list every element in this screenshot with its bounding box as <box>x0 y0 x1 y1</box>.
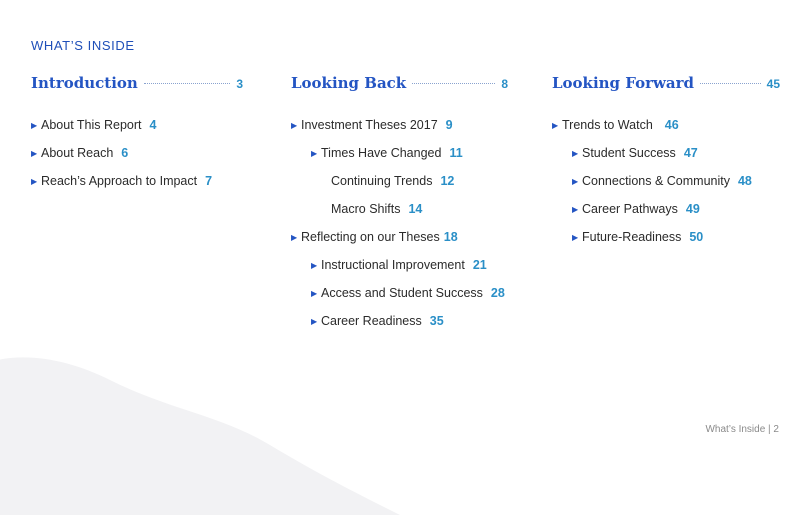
triangle-bullet-icon: ▶ <box>572 148 579 158</box>
toc-entry-page: 12 <box>440 174 455 188</box>
toc-entry-label: Times Have Changed <box>321 146 442 160</box>
triangle-bullet-icon: ▶ <box>291 232 298 242</box>
toc-subentry[interactable] <box>291 251 508 279</box>
toc-entry-label: Access and Student Success <box>321 286 483 300</box>
triangle-bullet-icon: ▶ <box>31 148 38 158</box>
toc-entry-label: Student Success <box>582 146 676 160</box>
toc-entry-label: About This Report <box>41 118 142 132</box>
toc-subentry[interactable] <box>552 139 780 167</box>
toc-entry-page: 49 <box>685 202 700 216</box>
toc-subentry[interactable] <box>291 195 508 223</box>
toc-entry-label: Future-Readiness <box>582 230 682 244</box>
triangle-bullet-icon: ▶ <box>31 176 38 186</box>
dotted-leader <box>144 83 230 84</box>
toc-entry-page: 28 <box>490 286 505 300</box>
toc-entry-page: 18 <box>443 230 458 244</box>
toc-entry-label: Macro Shifts <box>331 202 401 216</box>
dotted-leader <box>700 83 761 84</box>
toc-subentry[interactable] <box>291 139 508 167</box>
toc-column-looking-back <box>291 74 508 335</box>
dotted-leader <box>412 83 495 84</box>
toc-subentry[interactable] <box>291 307 508 335</box>
page-footer: What’s Inside | 2 <box>705 424 779 435</box>
toc-entry-label: Investment Theses 2017 <box>301 118 438 132</box>
triangle-bullet-icon: ▶ <box>572 204 579 214</box>
triangle-bullet-icon: ▶ <box>552 120 559 130</box>
section-eyebrow: WHAT’S INSIDE <box>31 38 135 53</box>
toc-entry-label: Instructional Improvement <box>321 258 465 272</box>
triangle-bullet-icon: ▶ <box>311 148 318 158</box>
toc-entry-label: About Reach <box>41 146 114 160</box>
toc-section-header[interactable] <box>552 74 780 96</box>
decorative-blob <box>0 355 400 515</box>
toc-subentry[interactable] <box>552 223 780 251</box>
toc-entry-page: 46 <box>664 118 679 132</box>
toc-entry-page: 6 <box>121 146 129 160</box>
toc-entry-label: Reflecting on our Theses <box>301 230 440 244</box>
toc-entry[interactable] <box>291 223 508 251</box>
triangle-bullet-icon: ▶ <box>291 120 298 130</box>
toc-entry-page: 48 <box>737 174 752 188</box>
toc-entry-label: Connections & Community <box>582 174 730 188</box>
toc-entry-page: 47 <box>683 146 698 160</box>
toc-subentry[interactable] <box>291 279 508 307</box>
toc-section-title: Introduction <box>31 74 138 92</box>
toc-entry-page: 21 <box>472 258 487 272</box>
toc-entry-page: 50 <box>689 230 704 244</box>
toc-column-looking-forward <box>552 74 780 251</box>
triangle-bullet-icon: ▶ <box>31 120 38 130</box>
toc-section-title: Looking Forward <box>552 74 695 92</box>
toc-entry-label: Reach’s Approach to Impact <box>41 174 198 188</box>
toc-entry-page: 35 <box>429 314 444 328</box>
toc-section-page: 8 <box>501 77 508 91</box>
toc-entry[interactable] <box>291 111 508 139</box>
toc-entry[interactable] <box>31 139 243 167</box>
toc-entry-page: 9 <box>445 118 453 132</box>
triangle-bullet-icon: ▶ <box>572 176 579 186</box>
toc-entry-label: Trends to Watch <box>562 118 653 132</box>
toc-entry-page: 14 <box>408 202 423 216</box>
toc-entry-label: Continuing Trends <box>331 174 433 188</box>
toc-entry[interactable] <box>552 111 780 139</box>
toc-entry-label: Career Pathways <box>582 202 678 216</box>
toc-subentry[interactable] <box>291 167 508 195</box>
toc-section-page: 3 <box>236 77 243 91</box>
triangle-bullet-icon: ▶ <box>311 260 318 270</box>
toc-column-introduction <box>31 74 243 195</box>
toc-entry-page: 11 <box>449 146 463 160</box>
toc-entry-page: 7 <box>205 174 213 188</box>
toc-entry-page: 4 <box>149 118 157 132</box>
toc-entry[interactable] <box>31 167 243 195</box>
toc-subentry[interactable] <box>552 167 780 195</box>
toc-entry[interactable] <box>31 111 243 139</box>
triangle-bullet-icon: ▶ <box>572 232 579 242</box>
toc-section-header[interactable] <box>31 74 243 96</box>
triangle-bullet-icon: ▶ <box>311 316 318 326</box>
toc-section-header[interactable] <box>291 74 508 96</box>
toc-subentry[interactable] <box>552 195 780 223</box>
toc-section-page: 45 <box>766 77 780 91</box>
toc-section-title: Looking Back <box>291 74 407 92</box>
triangle-bullet-icon: ▶ <box>311 288 318 298</box>
toc-entry-label: Career Readiness <box>321 314 422 328</box>
